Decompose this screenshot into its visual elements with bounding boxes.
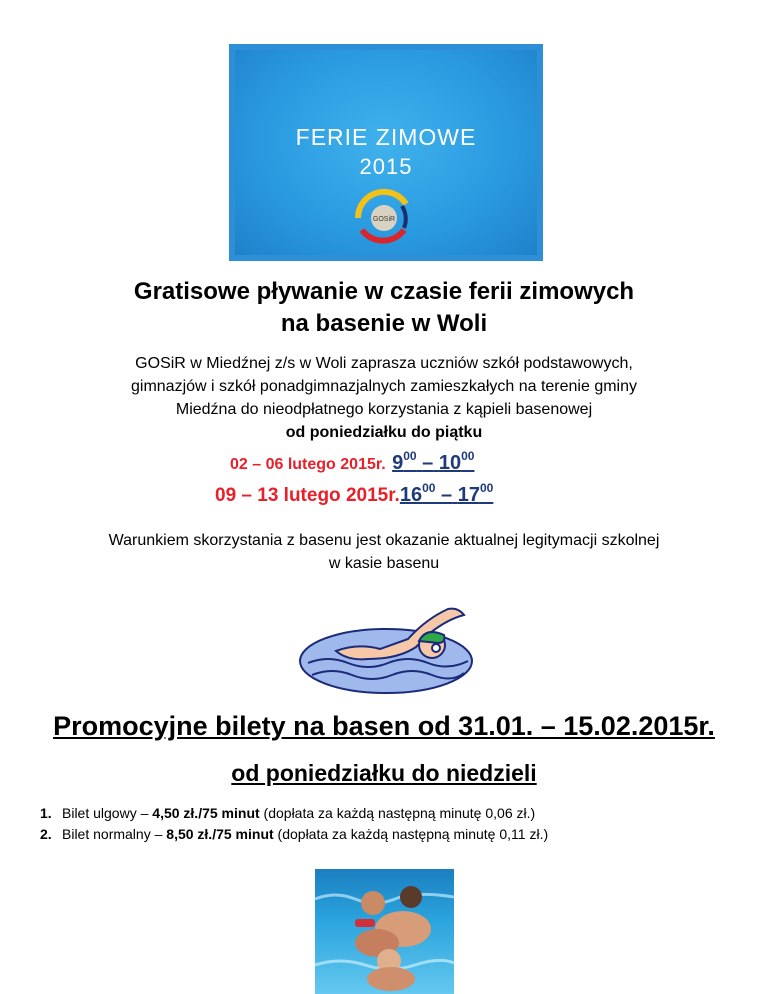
schedule-row-1: [230, 449, 630, 475]
ticket-list: [40, 803, 740, 845]
intro-line-2: gimnazjów i szkół ponadgimnazjalnych zamieszkałych na terenie gminy: [130, 378, 637, 395]
swimming-photo: [315, 869, 454, 994]
ferie-banner: [229, 44, 543, 261]
logo-text: GOSiR: [372, 216, 396, 223]
gosir-logo: [352, 184, 416, 248]
intro-paragraph: [0, 352, 768, 444]
schedule-dates-1: 02 – 06 lutego 2015r.: [230, 456, 386, 473]
intro-days: od poniedziałku do piątku: [285, 424, 483, 441]
banner-year: 2015: [359, 154, 413, 179]
condition-line-1: Warunkiem skorzystania z basenu jest okazanie aktualnej legitymacji szkolnej: [108, 532, 660, 549]
schedule-hours-1: $9^{00} - 10^{00}$: [392, 449, 475, 474]
ticket-item: 1. Bilet ulgowy – 4,50 zł./75 minut (dopłata za każdą następną minutę 0,06 zł.): [40, 805, 536, 821]
swimming-photo-graphic: [315, 869, 454, 994]
intro-line-3: Miedźna do nieodpłatnego korzystania z kąpieli basenowej: [175, 401, 593, 418]
intro-line-1: GOSiR w Miedźnej z/s w Woli zaprasza uczniów szkół podstawowych,: [135, 355, 633, 372]
schedule-hours-2: $16^{00} - 17^{00}$: [399, 481, 494, 506]
condition-text: [0, 529, 768, 575]
main-title: [0, 276, 768, 340]
ticket-item: 2. Bilet normalny – 8,50 zł./75 minut (dopłata za każdą następną minutę 0,11 zł.): [40, 826, 549, 842]
promo-title: Promocyjne bilety na basen od 31.01. – 15.02.2015r.: [53, 711, 715, 741]
swimmer-illustration: [298, 603, 478, 695]
schedule-row-2: [215, 481, 635, 507]
title-line-2: na basenie w Woli: [280, 310, 488, 337]
title-line-1: Gratisowe pływanie w czasie ferii zimowych: [133, 278, 635, 305]
promo-subtitle: od poniedziałku do niedzieli: [231, 760, 537, 786]
condition-line-2: w kasie basenu: [328, 555, 440, 572]
schedule-dates-2: 09 – 13 lutego 2015r.: [215, 485, 400, 506]
banner-title: FERIE ZIMOWE: [295, 124, 477, 150]
